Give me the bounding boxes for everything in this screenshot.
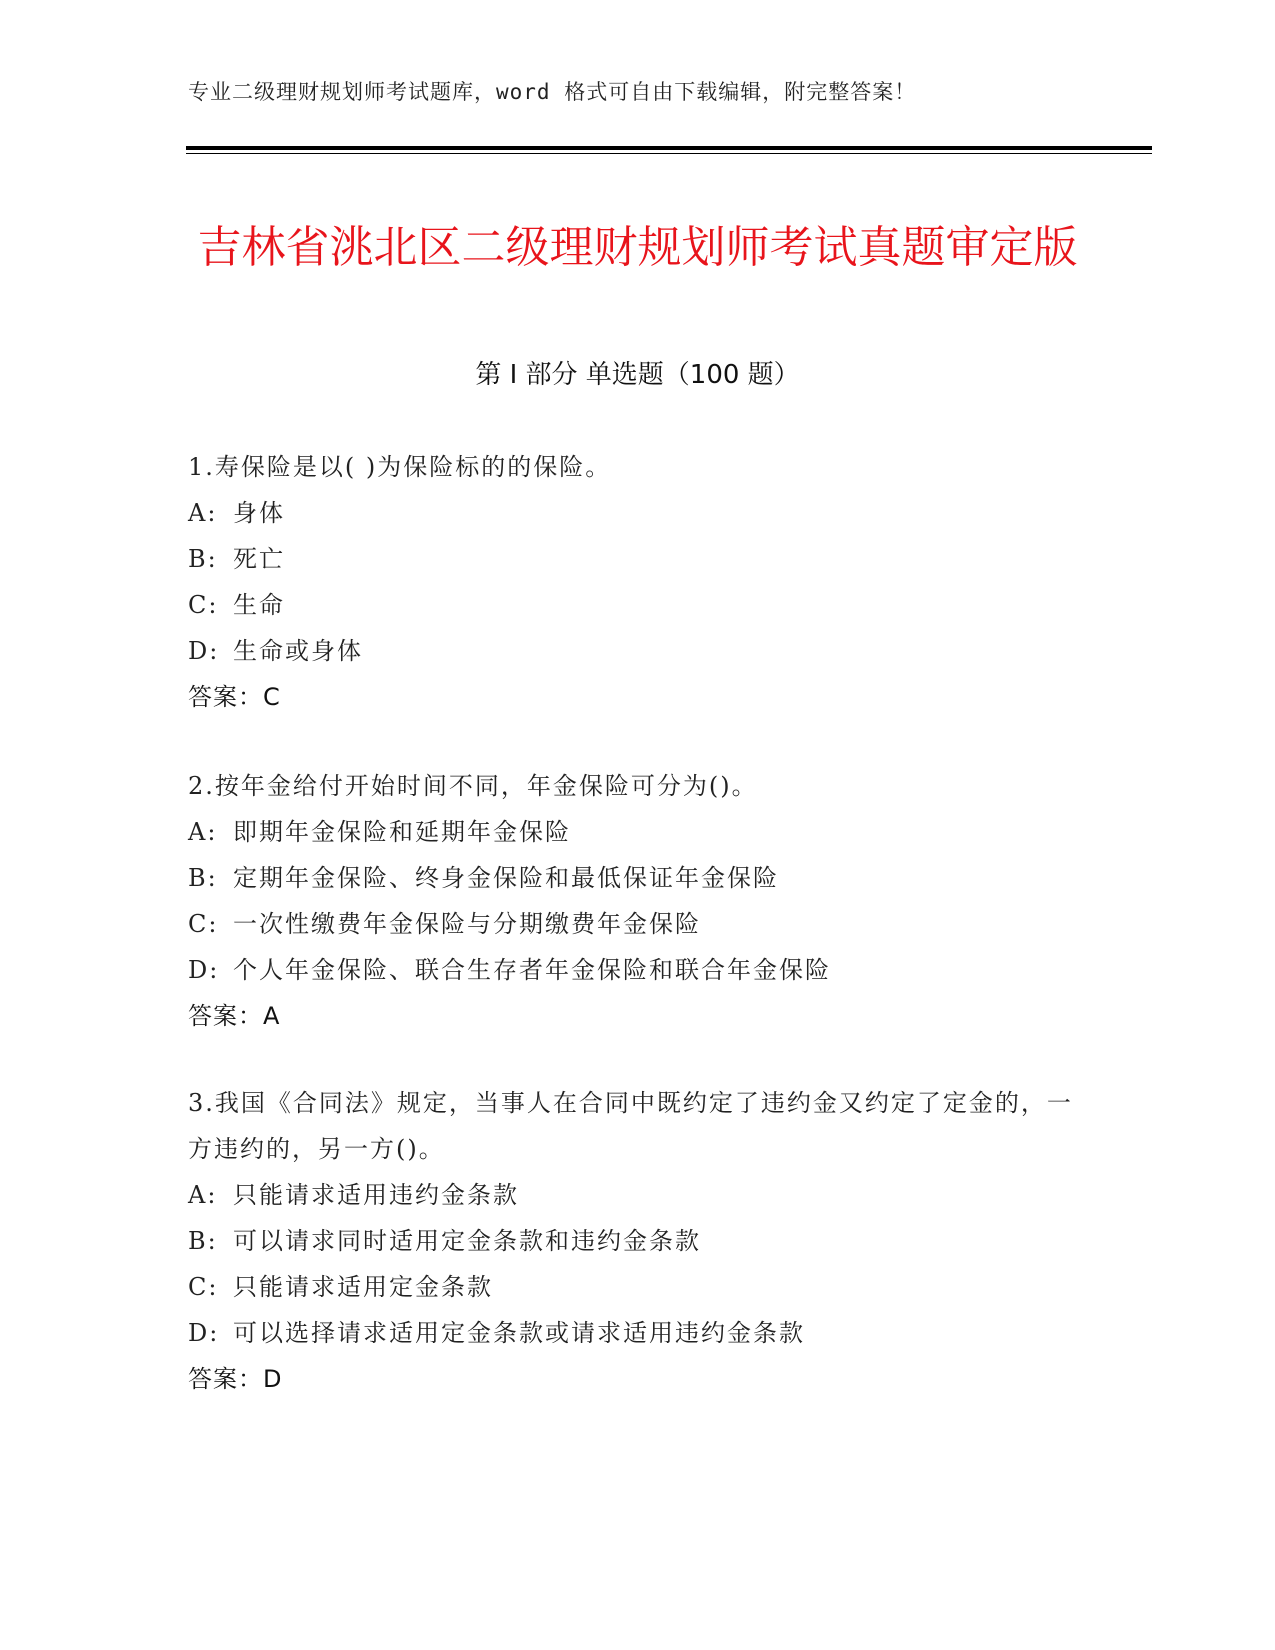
option-letter: D: bbox=[188, 637, 220, 665]
option-c bbox=[188, 582, 1078, 628]
option-text: 即期年金保险和延期年金保险 bbox=[233, 818, 571, 846]
option-c bbox=[188, 1264, 1078, 1310]
option-text: 可以请求同时适用定金条款和违约金条款 bbox=[233, 1227, 701, 1255]
option-d bbox=[188, 628, 1078, 674]
option-a bbox=[188, 809, 1078, 855]
option-d bbox=[188, 1310, 1078, 1356]
answer-key: 答案：D bbox=[188, 1365, 283, 1393]
option-text: 一次性缴费年金保险与分期缴费年金保险 bbox=[233, 910, 701, 938]
option-letter: A: bbox=[188, 1181, 218, 1209]
option-text: 死亡 bbox=[233, 545, 285, 573]
option-d bbox=[188, 947, 1078, 993]
option-letter: D: bbox=[188, 1319, 220, 1347]
option-text: 生命 bbox=[233, 591, 285, 619]
option-b bbox=[188, 855, 1078, 901]
question-3 bbox=[188, 1080, 1078, 1402]
option-letter: B: bbox=[188, 545, 218, 573]
question-stem: 1.寿保险是以( )为保险标的的保险。 bbox=[188, 453, 612, 481]
option-text: 可以选择请求适用定金条款或请求适用违约金条款 bbox=[233, 1319, 805, 1347]
option-letter: A: bbox=[188, 818, 218, 846]
option-b bbox=[188, 1218, 1078, 1264]
option-b bbox=[188, 536, 1078, 582]
document-title: 吉林省洮北区二级理财规划师考试真题审定版 bbox=[197, 222, 1078, 274]
option-letter: C: bbox=[188, 591, 219, 619]
option-text: 定期年金保险、终身金保险和最低保证年金保险 bbox=[233, 864, 779, 892]
option-text: 只能请求适用违约金条款 bbox=[233, 1181, 519, 1209]
document-header-note: 专业二级理财规划师考试题库，word 格式可自由下载编辑，附完整答案！ bbox=[188, 80, 917, 104]
option-a bbox=[188, 490, 1078, 536]
option-text: 个人年金保险、联合生存者年金保险和联合年金保险 bbox=[233, 956, 831, 984]
option-text: 生命或身体 bbox=[233, 637, 363, 665]
option-text: 身体 bbox=[233, 499, 285, 527]
option-letter: C: bbox=[188, 910, 219, 938]
question-2 bbox=[188, 763, 1078, 1039]
header-divider-thin bbox=[186, 153, 1152, 154]
option-letter: A: bbox=[188, 499, 218, 527]
option-letter: D: bbox=[188, 956, 220, 984]
answer-key: 答案：C bbox=[188, 683, 281, 711]
question-stem: 3.我国《合同法》规定，当事人在合同中既约定了违约金又约定了定金的，一方违约的，另一方()。 bbox=[188, 1089, 1073, 1163]
question-1 bbox=[188, 444, 1078, 720]
option-letter: B: bbox=[188, 1227, 218, 1255]
option-letter: C: bbox=[188, 1273, 219, 1301]
option-c bbox=[188, 901, 1078, 947]
header-divider-thick bbox=[186, 146, 1152, 150]
option-a bbox=[188, 1172, 1078, 1218]
option-text: 只能请求适用定金条款 bbox=[233, 1273, 493, 1301]
question-stem: 2.按年金给付开始时间不同，年金保险可分为()。 bbox=[188, 772, 758, 800]
option-letter: B: bbox=[188, 864, 218, 892]
section-heading: 第 I 部分 单选题（100 题） bbox=[475, 360, 800, 390]
answer-key: 答案：A bbox=[188, 1002, 281, 1030]
